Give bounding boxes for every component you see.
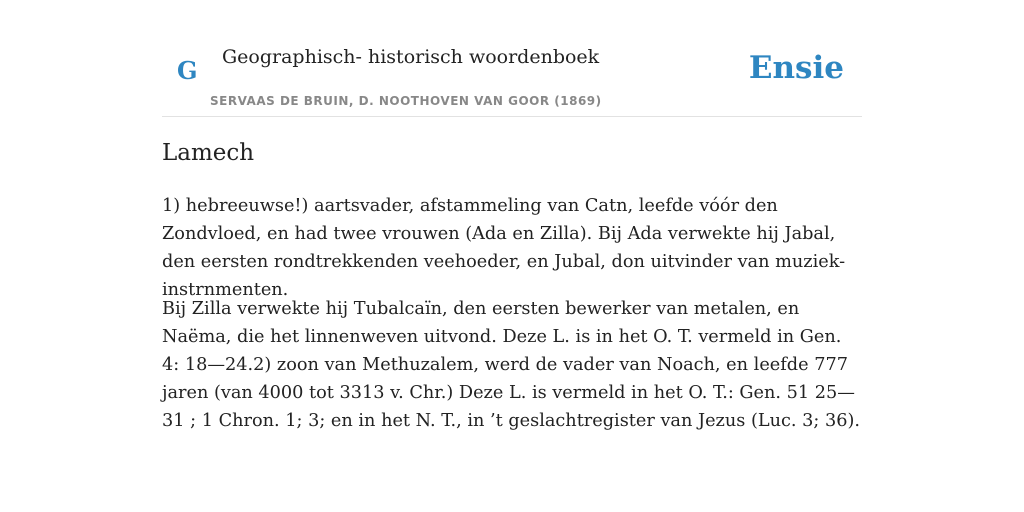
- brand-logo[interactable]: Ensie: [748, 50, 844, 86]
- header: [162, 40, 862, 117]
- entry-paragraph: 1) hebreeuwse!) aartsvader, afstammeling van Catn, leefde vóór den Zondvloed, en had twee vrouwen (Ada en Zilla). Bij Ada verwekte hij Jabal, den eersten rondtrekkenden veehoeder, en Jubal, don uitvinder van muziek-instrnmenten.: [162, 196, 846, 300]
- dictionary-title[interactable]: Geographisch- historisch woordenboek: [222, 46, 600, 68]
- dictionary-author: SERVAAS DE BRUIN, D. NOOTHOVEN VAN GOOR (1869): [210, 94, 602, 108]
- entry-title: Lamech: [162, 140, 255, 166]
- dictionary-logo[interactable]: G: [177, 56, 198, 85]
- entry-paragraph: Bij Zilla verwekte hij Tubalcaïn, den eersten bewerker van metalen, en Naëma, die het linnenweven uitvond. Deze L. is in het O. T. vermeld in Gen. 4: 18—24.2) zoon van Methuzalem, werd de vader van Noach, en leefde 777 jaren (van 4000 tot 3313 v. Chr.) Deze L. is vermeld in het O. T.: Gen. 51 25—31 ; 1 Chron. 1; 3; en in het N. T., in ’t geslachtregister van Jezus (Luc. 3; 36).: [162, 299, 861, 431]
